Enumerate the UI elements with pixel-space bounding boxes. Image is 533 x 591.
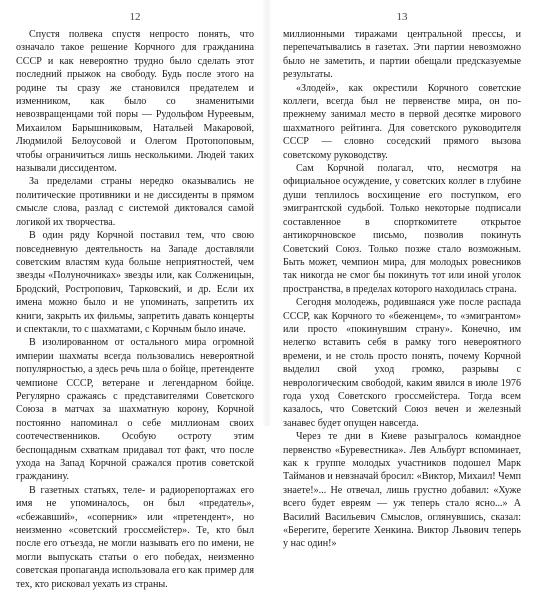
paragraph: За пределами страны нередко оказывались не политические противники и не диссиденты в прямом смысле слова, разлад с системой диктовался самой логикой их творчества. [16,176,254,228]
page-number-left: 12 [129,11,141,23]
paragraph: миллионными тиражами центральной прессы, и перепечатывались в газетах. Эти партии невозможно было не заметить, и партии обещали предсказуемые результаты. [283,29,521,81]
paragraph: В один ряду Корчной поставил тем, что свою повседневную деятельность на Западе доставляли советским властям куда больше неприятностей, чем звезды «Полуночниках» звезды или, как Солженицын, Бродский, Ростропович, Тарковский, и др. Если их имена можно было и не упоминать, запретить их книги, закрыть их фильмы, запретить давать концерты и спектакли, то с шахматами, с Корчным было иначе. [16,230,254,335]
paragraph: Сам Корчной полагал, что, несмотря на официальное осуждение, у советских коллег в глубине души теплилось восхищение его поступком, его эмигрантской судьбой. Только некоторые подписали составленное в спорткомитете открытое антикорчновское письмо, позволив покинуть Советский Союз. Только позже стало возможным. Быть может, чемпион мира, для молодых ровесников так никогда не смог бы покинуть тот или иной уголок пространства, в пределах которого находилась страна. [283,163,521,295]
left-page [16,0,254,590]
paragraph: В изолированном от остального мира огромной империи шахматы всегда пользовались невероятной популярностью, а здесь речь шла о бойце, претенденте чемпионе СССР, ветеране и легендарном бойце. Регулярно сражаясь с представителями Советского Союза в матчах за шахматную корону, Корчной постоянно напоминал о себе миллионам своих соотечественников. Особую остроту этим беспощадным схваткам придавал тот факт, что после ухода на Запад Корчной сражался против советской гражданину. [16,337,254,483]
right-page [283,0,521,550]
paragraph: «Злодей», как окрестили Корчного советские коллеги, всегда был не первенстве мира, он по-прежнему занимал место в первой десятке мирового шахматного рейтинга. Для советского руководителя СССР — словно соседский прямого вызова советскому руководству. [283,82,521,161]
paragraph: Спустя полвека спустя непросто понять, что означало такое решение Корчного для гражданина СССР и как невероятно трудно было сделать этот последний прыжок на свободу. Будь после этого на родине ты сразу же становился предателем и изменником, как было со знаменитыми невозвращенцами той поры — Рудольфом Нуреевым, Михаилом Барышниковым, Натальей Макаровой, Людмилой Белоусовой и Олегом Протопоповым, чтобы ограничиться лишь несколькими. Людей таких называли диссидентом. [16,29,254,175]
right-page-body [283,28,521,550]
left-page-body [16,28,254,590]
page-number-right: 13 [396,11,408,23]
paragraph: Через те дни в Киеве разыгралось командное первенство «Буревестника». Лев Альбурт вспоминает, как к группе молодых участников подошел Марк Тайманов и невзначай бросил: «Виктор, Михаил! Чемп знаете!»... Не отвечал, лишь грустно добавил: «Хуже всего будет евреям — уж теперь стало ясно...» А Василий Васильевич Смыслов, оглянувшись, сказал: «Берегите, берегите Хенкина. Виктор Львович теперь у нас один!» [283,431,521,550]
book-gutter [262,0,272,426]
paragraph: В газетных статьях, теле- и радиорепортажах его имя не упоминалось, он был «предатель», «сбежавший», «соперник» или «претендент», но неизменно «советский гроссмейстер». Те, кто был после его отъезда, не могли называть его по имени, не могли выпускать статьи о его победах, неизменно советская пропаганда использовала его как пример для тех, кто рисковал уехать из страны. [16,484,254,590]
paragraph: Сегодня молодежь, родившаяся уже после распада СССР, как Корчного то «беженцем», то «эмигрантом» или просто «покинувшим страну». Конечно, им нелегко вставить себя в рамку того невероятного времени, и не столь просто понять, почему Корчной выделил свой уход громко, разрывы с неврологическим свободой, каким явился в июле 1976 года уход Советского гроссмейстера. Тогда всем казалось, что Советский Союз вечен и железный занавес будет опущен навсегда. [283,297,521,429]
